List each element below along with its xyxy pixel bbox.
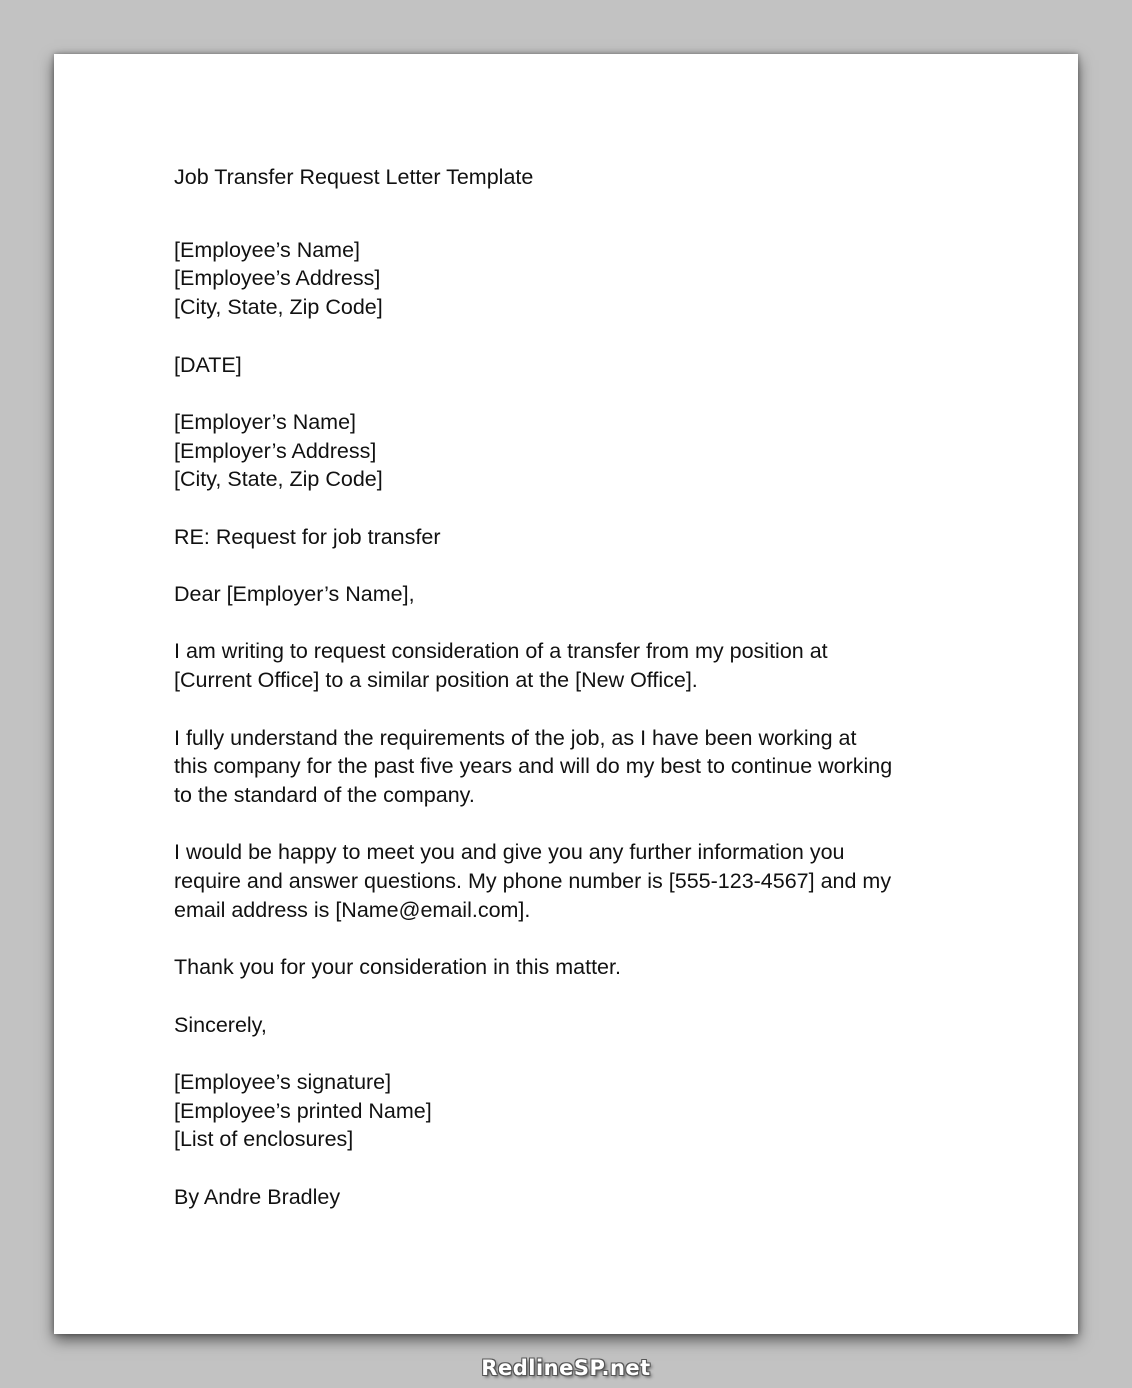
recipient-address-block [174, 408, 974, 494]
letter-title: Job Transfer Request Letter Template [174, 165, 534, 189]
paragraph-3 [174, 838, 974, 924]
sender-address: [Employee’s Address] [174, 266, 381, 291]
signature-block [174, 1068, 974, 1154]
paragraph-line: I am writing to request consideration of a transfer from my position at [174, 639, 828, 664]
paragraph-2 [174, 724, 974, 810]
paragraph-line: I fully understand the requirements of the job, as I have been working at [174, 725, 857, 750]
letter-closing: Sincerely, [174, 1012, 267, 1037]
sender-address-block [174, 236, 974, 322]
paragraph-line: require and answer questions. My phone number is [555-123-4567] and my [174, 869, 892, 894]
letter-salutation: Dear [Employer’s Name], [174, 582, 415, 607]
paragraph-line: Thank you for your consideration in this matter. [174, 955, 621, 980]
paragraph-line: [Current Office] to a similar position at the [New Office]. [174, 668, 698, 693]
recipient-address: [Employer’s Address] [174, 438, 377, 463]
paragraph-4 [174, 953, 974, 982]
recipient-name: [Employer’s Name] [174, 409, 357, 434]
sender-name: [Employee’s Name] [174, 237, 361, 262]
document-page [54, 54, 1078, 1334]
paragraph-1 [174, 637, 974, 694]
employee-printed-name: [Employee’s printed Name] [174, 1098, 432, 1123]
author-byline: By Andre Bradley [174, 1184, 341, 1209]
paragraph-line: to the standard of the company. [174, 782, 475, 807]
letter-body [174, 163, 974, 1211]
paragraph-line: I would be happy to meet you and give you any further information you [174, 840, 845, 865]
paragraph-line: email address is [Name@email.com]. [174, 897, 531, 922]
employee-signature: [Employee’s signature] [174, 1069, 392, 1094]
site-watermark: RedlineSP.net [481, 1356, 651, 1380]
letter-subject: RE: Request for job transfer [174, 524, 441, 549]
sender-city-state-zip: [City, State, Zip Code] [174, 295, 383, 320]
letter-date: [DATE] [174, 352, 242, 377]
list-of-enclosures: [List of enclosures] [174, 1127, 354, 1152]
paragraph-line: this company for the past five years and will do my best to continue working [174, 754, 893, 779]
recipient-city-state-zip: [City, State, Zip Code] [174, 467, 383, 492]
